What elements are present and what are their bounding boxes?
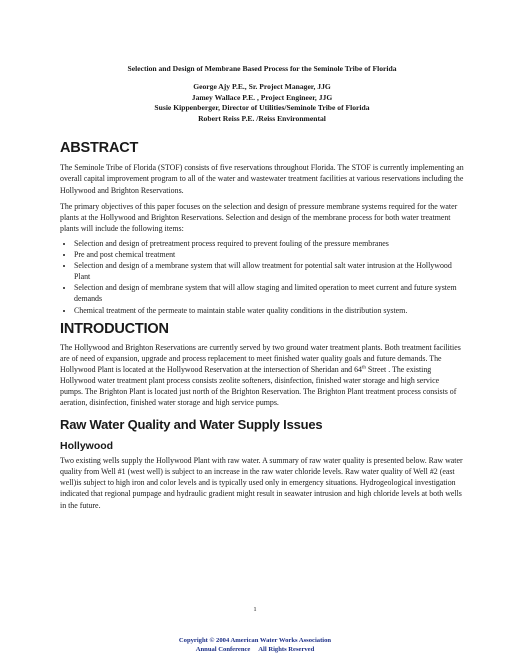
introduction-paragraph — [60, 342, 464, 409]
objectives-list — [60, 238, 464, 316]
author-list — [60, 82, 464, 124]
hollywood-subheading: Hollywood — [60, 440, 114, 453]
list-item: • Selection and design of a membrane system that will allow treatment for potential salt water intrusion at the Hollywood Plant — [74, 260, 464, 282]
introduction-heading: INTRODUCTION — [60, 320, 169, 337]
abstract-paragraph: The primary objectives of this paper focuses on the selection and design of pressure membrane systems required for the water plants at the Hollywood and Brighton Reservations. Selection and design of the membrane process for both water treatment plants will include the following items: — [60, 201, 458, 233]
abstract-heading: ABSTRACT — [60, 140, 139, 157]
raw-water-paragraph: Two existing wells supply the Hollywood Plant with raw water. A summary of raw water quality is presented below. Raw water quality from Well #1 (west well) is subject to an increase in the raw water chloride levels. Raw water quality of Well #2 (east well)is subject to high iron and color levels and is typically used only in emergency situations. Hydrogeological investigation indicated that regional pumpage and hydraulic gradient might result in seawater intrusion and high chloride levels at both wells in the future. — [60, 456, 463, 510]
list-item: • Selection and design of pretreatment process required to prevent fouling of the pressure membranes — [74, 238, 464, 249]
page-number: 1 — [253, 606, 257, 613]
conference-line: Annual Conference All Rights Reserved — [195, 645, 315, 653]
intro-text: The Hollywood and Brighton Reservations are currently served by two ground water treatment plants. Both treatment facilities are of need of expansion, upgrade and process replacement to meet finished water quality goals and future demands. The Hollywood Plant is located at the Hollywood Reservation at the intersection of Sheridan and 64 — [60, 342, 461, 374]
list-item: • Chemical treatment of the permeate to maintain stable water quality conditions in the distribution system. — [74, 305, 464, 316]
author-line: Susie Kippenberger, Director of Utilities/Seminole Tribe of Florida — [154, 103, 370, 113]
copyright-footer — [0, 637, 510, 654]
page-content — [60, 64, 464, 511]
raw-water-heading: Raw Water Quality and Water Supply Issues — [60, 417, 323, 433]
copyright-line: Copyright © 2004 American Water Works Association — [178, 637, 332, 644]
author-line: George Ajy P.E., Sr. Project Manager, JJG — [193, 82, 331, 91]
ordinal-suffix: th — [361, 365, 366, 371]
intro-text: Street . The existing Hollywood water treatment plant process consists zeolite softeners, disinfection, finished water storage and high service pumps. The Brighton Plant is located just north of the Brighton Reservation. The Brighton Plant treatment process consists of aeration, disinfection, finished water storage and high service pumps. — [60, 364, 457, 408]
author-line: Jamey Wallace P.E. , Project Engineer, JJG — [191, 92, 333, 102]
list-item: • Pre and post chemical treatment — [74, 249, 464, 260]
abstract-paragraph: The Seminole Tribe of Florida (STOF) consists of five reservations throughout Florida. The STOF is currently implementing an overall capital improvement program to all of the water and wastewater treatment facilities at various reservations including the Hollywood and Brighton Reservations. — [60, 163, 464, 195]
list-item: • Selection and design of membrane system that will allow staging and limited operation to meet current and future system demands — [74, 282, 464, 304]
paper-title: Selection and Design of Membrane Based Process for the Seminole Tribe of Florida — [127, 64, 397, 73]
author-line: Robert Reiss P.E. /Reiss Environmental — [198, 113, 326, 123]
